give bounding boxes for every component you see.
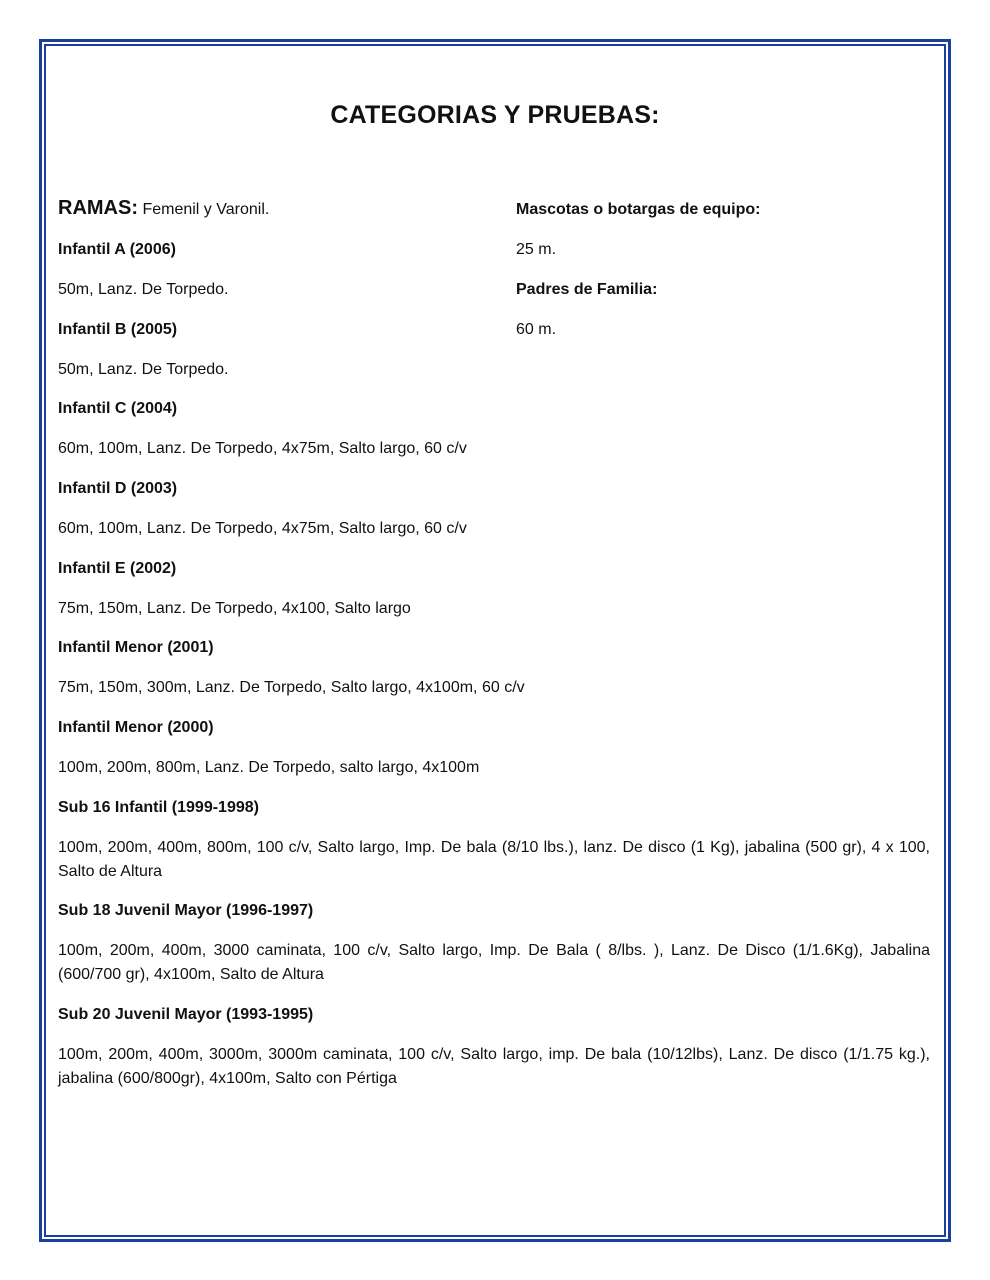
category-events: 100m, 200m, 400m, 3000m, 3000m caminata, 100 c/v, Salto largo, imp. De bala (10/12lbs), Lanz. De disco (1/1.75 kg.), jabalina (600/800gr), 4x100m, Salto con Pértiga	[58, 1046, 930, 1087]
category-events: 100m, 200m, 400m, 800m, 100 c/v, Salto largo, Imp. De bala (8/10 lbs.), lanz. De disco (1 Kg), jabalina (500 gr), 4 x 100, Salto de Altura	[58, 839, 930, 880]
category-heading: Infantil A (2006)	[58, 241, 176, 258]
category-heading: Sub 20 Juvenil Mayor (1993-1995)	[58, 1006, 314, 1023]
mascotas-value: 25 m.	[516, 241, 557, 258]
category-heading: Infantil D (2003)	[58, 480, 178, 497]
ramas-label: RAMAS:	[58, 197, 138, 219]
ramas-row	[58, 197, 269, 221]
padres-value: 60 m.	[516, 321, 557, 338]
category-events: 60m, 100m, Lanz. De Torpedo, 4x75m, Salto largo, 60 c/v	[58, 440, 467, 457]
padres-heading: Padres de Familia:	[516, 281, 658, 298]
category-events: 50m, Lanz. De Torpedo.	[58, 281, 229, 298]
category-events: 50m, Lanz. De Torpedo.	[58, 361, 229, 378]
category-events: 100m, 200m, 400m, 3000 caminata, 100 c/v, Salto largo, Imp. De Bala ( 8/lbs. ), Lanz. De Disco (1/1.6Kg), Jabalina (600/700 gr), 4x100m, Salto de Altura	[58, 942, 930, 983]
category-events: 75m, 150m, Lanz. De Torpedo, 4x100, Salto largo	[58, 600, 411, 617]
category-heading: Infantil Menor (2001)	[58, 639, 214, 656]
category-heading: Infantil E (2002)	[58, 560, 177, 577]
category-heading: Sub 16 Infantil (1999-1998)	[58, 799, 259, 816]
ramas-value: Femenil y Varonil.	[142, 201, 270, 218]
category-heading: Infantil C (2004)	[58, 400, 178, 417]
page-title: CATEGORIAS Y PRUEBAS:	[330, 101, 660, 129]
category-events: 75m, 150m, 300m, Lanz. De Torpedo, Salto largo, 4x100m, 60 c/v	[58, 679, 525, 696]
category-heading: Infantil Menor (2000)	[58, 719, 214, 736]
mascotas-heading: Mascotas o botargas de equipo:	[516, 201, 761, 218]
category-events: 60m, 100m, Lanz. De Torpedo, 4x75m, Salto largo, 60 c/v	[58, 520, 467, 537]
category-heading: Infantil B (2005)	[58, 321, 178, 338]
category-events: 100m, 200m, 800m, Lanz. De Torpedo, salto largo, 4x100m	[58, 759, 480, 776]
category-heading: Sub 18 Juvenil Mayor (1996-1997)	[58, 902, 314, 919]
